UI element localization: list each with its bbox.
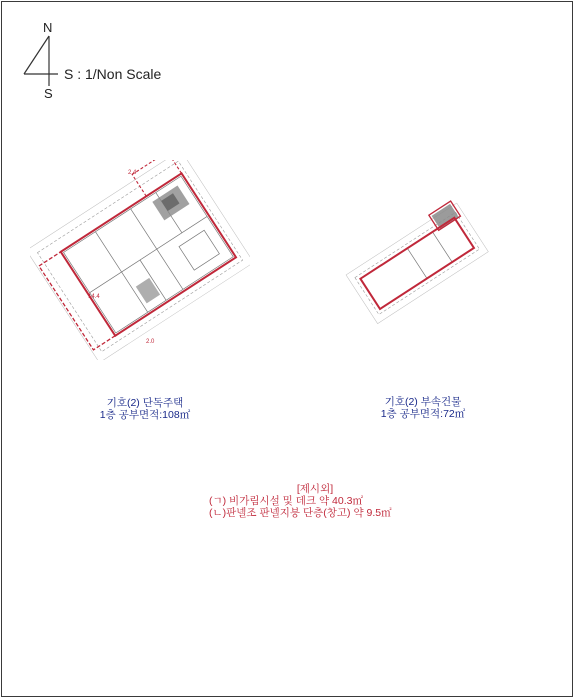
dim-label-c: 2.0 (146, 339, 155, 345)
scale-label: S : 1/Non Scale (64, 66, 162, 82)
dim-label-b: 14.4 (88, 294, 100, 300)
note-item-2: (ㄴ)판넬조 판넬지붕 단층(창고) 약 9.5㎡ (209, 507, 392, 519)
annex-caption (358, 396, 488, 420)
annex-area: 1층 공부면적:72㎡ (380, 408, 466, 420)
north-label: N (43, 20, 53, 35)
south-label: S (44, 86, 53, 101)
note-item-1: (ㄱ) 비가림시설 및 데크 약 40.3㎡ (209, 495, 363, 507)
house-floor-plan (30, 160, 250, 360)
north-arrow-icon (18, 34, 66, 90)
north-indicator (18, 20, 178, 105)
notes-heading: [제시외] (296, 483, 334, 495)
annex-floor-plan (335, 180, 495, 340)
house-caption (80, 397, 210, 421)
dim-label-a: 2.4 (128, 170, 137, 176)
house-title: 기호(2) 단독주택 (106, 397, 184, 409)
annex-title: 기호(2) 부속건물 (384, 396, 462, 408)
extra-structures-note (200, 483, 430, 519)
house-area: 1층 공부면적:108㎡ (99, 409, 191, 421)
